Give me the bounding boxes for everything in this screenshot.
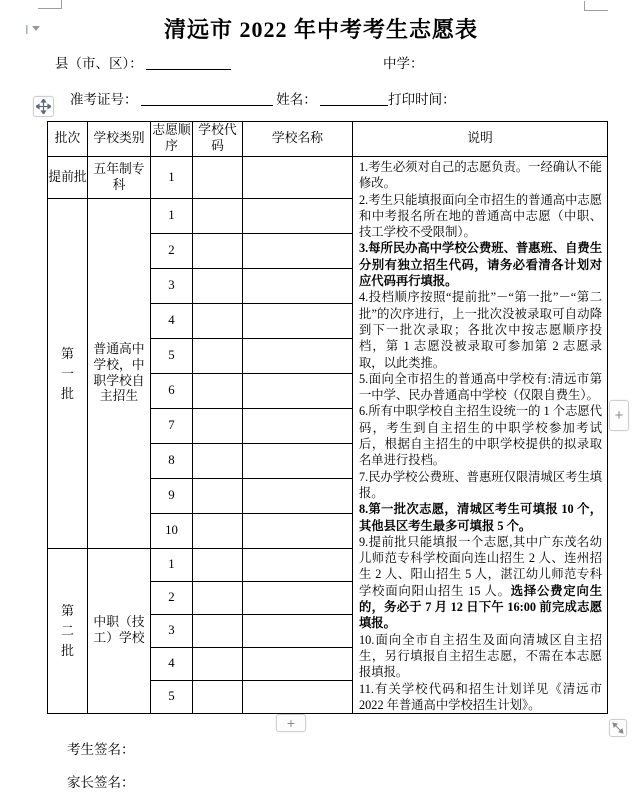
plus-icon: + — [286, 715, 296, 731]
margin-cropmark-topright-v — [584, 1, 585, 11]
student-signature-label: 考生签名： — [67, 742, 135, 757]
name-label: 姓名： — [276, 92, 317, 107]
school-code-cell[interactable] — [193, 409, 243, 444]
school-name-cell[interactable] — [243, 234, 353, 269]
exam-no-blank-input[interactable] — [141, 91, 273, 106]
school-code-cell[interactable] — [193, 615, 243, 648]
school-code-cell[interactable] — [193, 374, 243, 409]
school-code-cell[interactable] — [193, 339, 243, 374]
order-cell: 1 — [151, 157, 193, 199]
notes-list — [353, 157, 607, 713]
category-advance: 五年制专科 — [88, 157, 151, 199]
school-name-cell[interactable] — [243, 479, 353, 514]
school-name-cell[interactable] — [243, 648, 353, 681]
diagonal-resize-icon — [612, 722, 624, 734]
school-code-cell[interactable] — [193, 681, 243, 714]
school-code-cell[interactable] — [193, 269, 243, 304]
table-move-handle[interactable] — [33, 96, 54, 117]
table-resize-handle[interactable] — [609, 719, 627, 737]
school-code-cell[interactable] — [193, 157, 243, 199]
school-code-cell[interactable] — [193, 549, 243, 582]
order-cell: 1 — [151, 549, 193, 582]
plus-icon: + — [614, 407, 624, 424]
note-item: 3.每所民办高中学校公费班、普惠班、自费生分别有独立招生代码，请务必看清各计划对应代码再行填报。 — [359, 241, 602, 289]
note-item: 10.面向全市自主招生及面向清城区自主招生，另行填报自主招生志愿，不需在本志愿报填报。 — [359, 632, 602, 680]
school-name-cell[interactable] — [243, 444, 353, 479]
school-code-cell[interactable] — [193, 514, 243, 549]
school-name-cell[interactable] — [243, 514, 353, 549]
note-item: 1.考生必须对自己的志愿负责。一经确认不能修改。 — [359, 160, 602, 191]
exam-no-label: 准考证号： — [70, 92, 138, 107]
parent-signature-label: 家长签名： — [67, 775, 135, 790]
school-name-cell[interactable] — [243, 681, 353, 714]
header-school-code: 学校代码 — [193, 122, 243, 157]
middle-school-label: 中学： — [383, 56, 424, 71]
order-cell: 5 — [151, 681, 193, 714]
print-time-label: 打印时间： — [388, 92, 456, 107]
page-title: 清远市 2022 年中考考生志愿表 — [163, 17, 478, 42]
note-item: 9.提前批只能填报一个志愿,其中广东茂名幼儿师范专科学校面向连山招生 2 人、连州招生 2 人、阳山招生 5 人，湛江幼儿师范专科学校面向阳山招生 15 人。选择公费定向生的，务必于 7 月 12 日下午 16:00 前完成志愿填报。 — [359, 534, 602, 631]
header-notes: 说明 — [353, 122, 608, 157]
county-field-line — [55, 52, 231, 72]
school-name-cell[interactable] — [243, 199, 353, 234]
order-cell: 4 — [151, 304, 193, 339]
category-second: 中职（技工）学校 — [88, 549, 151, 714]
header-school-category: 学校类别 — [88, 122, 151, 157]
note-item: 8.第一批次志愿，清城区考生可填报 10 个，其他县区考生最多可填报 5 个。 — [359, 502, 602, 533]
school-code-cell[interactable] — [193, 234, 243, 269]
school-name-cell[interactable] — [243, 157, 353, 199]
order-cell: 4 — [151, 648, 193, 681]
county-label: 县（市、区）： — [55, 56, 143, 71]
school-name-cell[interactable] — [243, 582, 353, 615]
cursor-glyph: I — [25, 22, 29, 37]
batch-second: 第二批 — [48, 549, 88, 714]
category-first: 普通高中学校，中职学校自主招生 — [88, 199, 151, 549]
school-code-cell[interactable] — [193, 304, 243, 339]
margin-cropmark-topleft-v — [61, 0, 62, 9]
header-order: 志愿顺序 — [151, 122, 193, 157]
margin-cropmark-topleft — [38, 8, 62, 9]
order-cell: 2 — [151, 234, 193, 269]
header-school-name: 学校名称 — [243, 122, 353, 157]
note-item: 4.投档顺序按照“提前批”－“第一批”－“第二批”的次序进行，上一批次没被录取可自动降到下一批次录取；各批次中按志愿顺序投档，第 1 志愿没被录取可参加第 2 志愿录取，以此类推。 — [359, 290, 602, 370]
county-blank-input[interactable] — [146, 55, 231, 70]
insert-row-button[interactable] — [276, 714, 306, 732]
table-header-row — [48, 122, 608, 157]
school-name-cell[interactable] — [243, 304, 353, 339]
header-batch: 批次 — [48, 122, 88, 157]
notes-cell — [353, 157, 608, 714]
note-item: 11.有关学校代码和招生计划详见《清远市 2022 年普通高中学校招生计划》。 — [359, 681, 602, 712]
note-item: 5.面向全市招生的普通高中学校有:清远市第一中学、民办普通高中学校（仅限自费生）。 — [359, 371, 602, 403]
margin-cropmark-topright — [584, 10, 608, 11]
school-name-cell[interactable] — [243, 615, 353, 648]
move-arrows-icon — [36, 99, 51, 114]
school-code-cell[interactable] — [193, 582, 243, 615]
school-name-cell[interactable] — [243, 549, 353, 582]
order-cell: 10 — [151, 514, 193, 549]
order-cell: 3 — [151, 615, 193, 648]
order-cell: 5 — [151, 339, 193, 374]
batch-advance: 提前批 — [48, 157, 88, 199]
school-name-cell[interactable] — [243, 409, 353, 444]
table-row — [48, 157, 608, 199]
school-name-cell[interactable] — [243, 339, 353, 374]
school-code-cell[interactable] — [193, 648, 243, 681]
note-item: 2.考生只能填报面向全市招生的普通高中志愿和中考报名所在地的普通高中志愿（中职、技工学校不受限制）。 — [359, 192, 602, 240]
order-cell: 6 — [151, 374, 193, 409]
school-name-cell[interactable] — [243, 269, 353, 304]
note-item: 6.所有中职学校自主招生设统一的 1 个志愿代码，考生到自主招生的中职学校参加考试后，根据自主招生的中职学校提供的拟录取名单进行投档。 — [359, 404, 602, 468]
volunteer-table — [47, 121, 608, 714]
school-code-cell[interactable] — [193, 199, 243, 234]
school-name-cell[interactable] — [243, 374, 353, 409]
order-cell: 3 — [151, 269, 193, 304]
name-blank-input[interactable] — [320, 91, 388, 106]
order-cell: 9 — [151, 479, 193, 514]
batch-first: 第一批 — [48, 199, 88, 549]
school-code-cell[interactable] — [193, 479, 243, 514]
order-cell: 8 — [151, 444, 193, 479]
order-cell: 1 — [151, 199, 193, 234]
school-code-cell[interactable] — [193, 444, 243, 479]
order-cell: 2 — [151, 582, 193, 615]
examno-field-line — [70, 88, 456, 108]
order-cell: 7 — [151, 409, 193, 444]
insert-column-button[interactable] — [609, 400, 629, 431]
note-item: 7.民办学校公费班、普惠班仅限清城区考生填报。 — [359, 469, 602, 500]
